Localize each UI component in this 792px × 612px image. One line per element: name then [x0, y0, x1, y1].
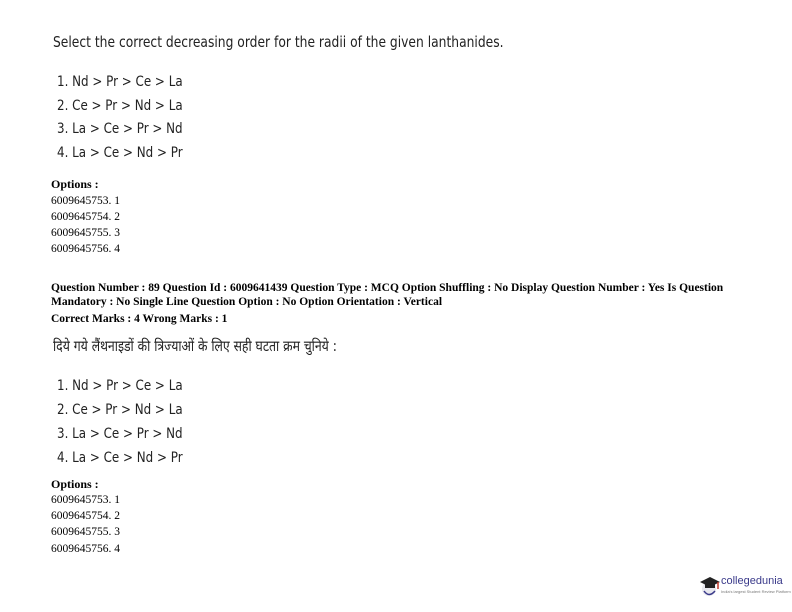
options-heading: Options : — [51, 177, 99, 191]
question-text-hindi: दिये गये लैंथनाइडों की त्रिज्याओं के लिए सही घटता क्रम चुनिये : — [53, 337, 337, 355]
option-id-line: 6009645755. 3 — [51, 227, 120, 239]
answer-choice: 4. La > Ce > Nd > Pr — [57, 450, 183, 466]
option-id-line: 6009645756. 4 — [51, 543, 120, 555]
logo-tagline: India's largest Student Review Platform — [721, 589, 791, 594]
answer-choice: 2. Ce > Pr > Nd > La — [57, 402, 183, 418]
options-heading: Options : — [51, 477, 99, 491]
logo-name: collegedunia — [721, 575, 783, 587]
answer-choice: 3. La > Ce > Pr > Nd — [57, 121, 183, 137]
graduation-cap-icon — [699, 574, 721, 600]
answer-choice: 4. La > Ce > Nd > Pr — [57, 145, 183, 161]
option-id-line: 6009645753. 1 — [51, 195, 120, 207]
option-id-line: 6009645754. 2 — [51, 510, 120, 522]
answer-choice: 3. La > Ce > Pr > Nd — [57, 426, 183, 442]
option-id-line: 6009645755. 3 — [51, 526, 120, 538]
marks-info: Correct Marks : 4 Wrong Marks : 1 — [51, 313, 228, 325]
question-text-english: Select the correct decreasing order for the radii of the given lanthanides. — [53, 33, 504, 51]
collegedunia-logo — [699, 572, 791, 604]
option-id-line: 6009645754. 2 — [51, 211, 120, 223]
option-id-line: 6009645756. 4 — [51, 243, 120, 255]
answer-choice: 1. Nd > Pr > Ce > La — [57, 74, 183, 90]
answer-choice: 1. Nd > Pr > Ce > La — [57, 378, 183, 394]
option-id-line: 6009645753. 1 — [51, 494, 120, 506]
answer-choice: 2. Ce > Pr > Nd > La — [57, 98, 183, 114]
question-metadata: Question Number : 89 Question Id : 6009641439 Question Type : MCQ Option Shuffling : No Display Question Number : Yes Is Question Mandatory : No Single Line Question Option : No Option Orientation : Vertical — [51, 282, 724, 308]
